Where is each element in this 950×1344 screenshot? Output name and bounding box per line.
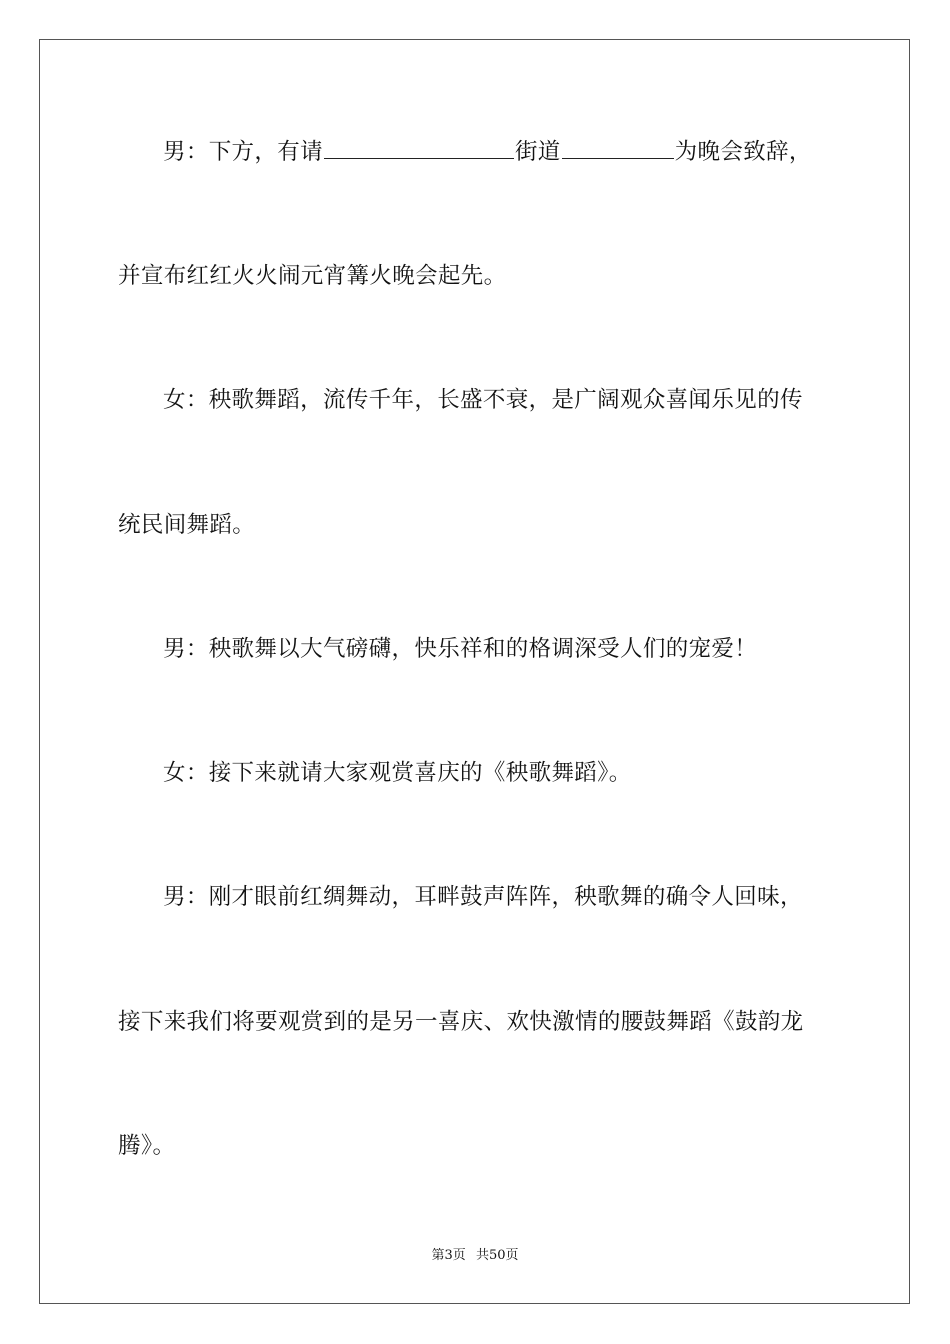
page-total: 共50页 — [475, 1248, 519, 1263]
paragraph-1-line-1 — [163, 137, 812, 167]
paragraph-5-line-1: 男：刚才眼前红绸舞动，耳畔鼓声阵阵，秧歌舞的确令人回味， — [163, 884, 803, 910]
page-number: 第3页 — [431, 1248, 466, 1263]
page-border — [39, 39, 910, 1304]
page-footer — [0, 1247, 950, 1265]
fill-in-blank-2 — [562, 138, 674, 159]
paragraph-4-line-1: 女：接下来就请大家观赏喜庆的《秧歌舞蹈》。 — [163, 760, 632, 786]
paragraph-1-line-2: 并宣布红红火火闹元宵篝火晚会起先。 — [118, 263, 507, 289]
text-segment: 为晚会致辞， — [674, 139, 812, 165]
paragraph-5-line-2: 接下来我们将要观赏到的是另一喜庆、欢快激情的腰鼓舞蹈《鼓韵龙 — [118, 1009, 804, 1035]
paragraph-2-line-2: 统民间舞蹈。 — [118, 512, 256, 538]
paragraph-2-line-1: 女：秧歌舞蹈，流传千年，长盛不衰，是广阔观众喜闻乐见的传 — [163, 387, 803, 413]
paragraph-5-line-3: 腾》。 — [118, 1133, 176, 1159]
paragraph-3-line-1: 男：秧歌舞以大气磅礴，快乐祥和的格调深受人们的宠爱！ — [163, 636, 758, 662]
text-segment: 街道 — [514, 139, 561, 165]
text-segment: 男：下方，有请 — [163, 139, 323, 165]
fill-in-blank-1 — [324, 138, 514, 159]
